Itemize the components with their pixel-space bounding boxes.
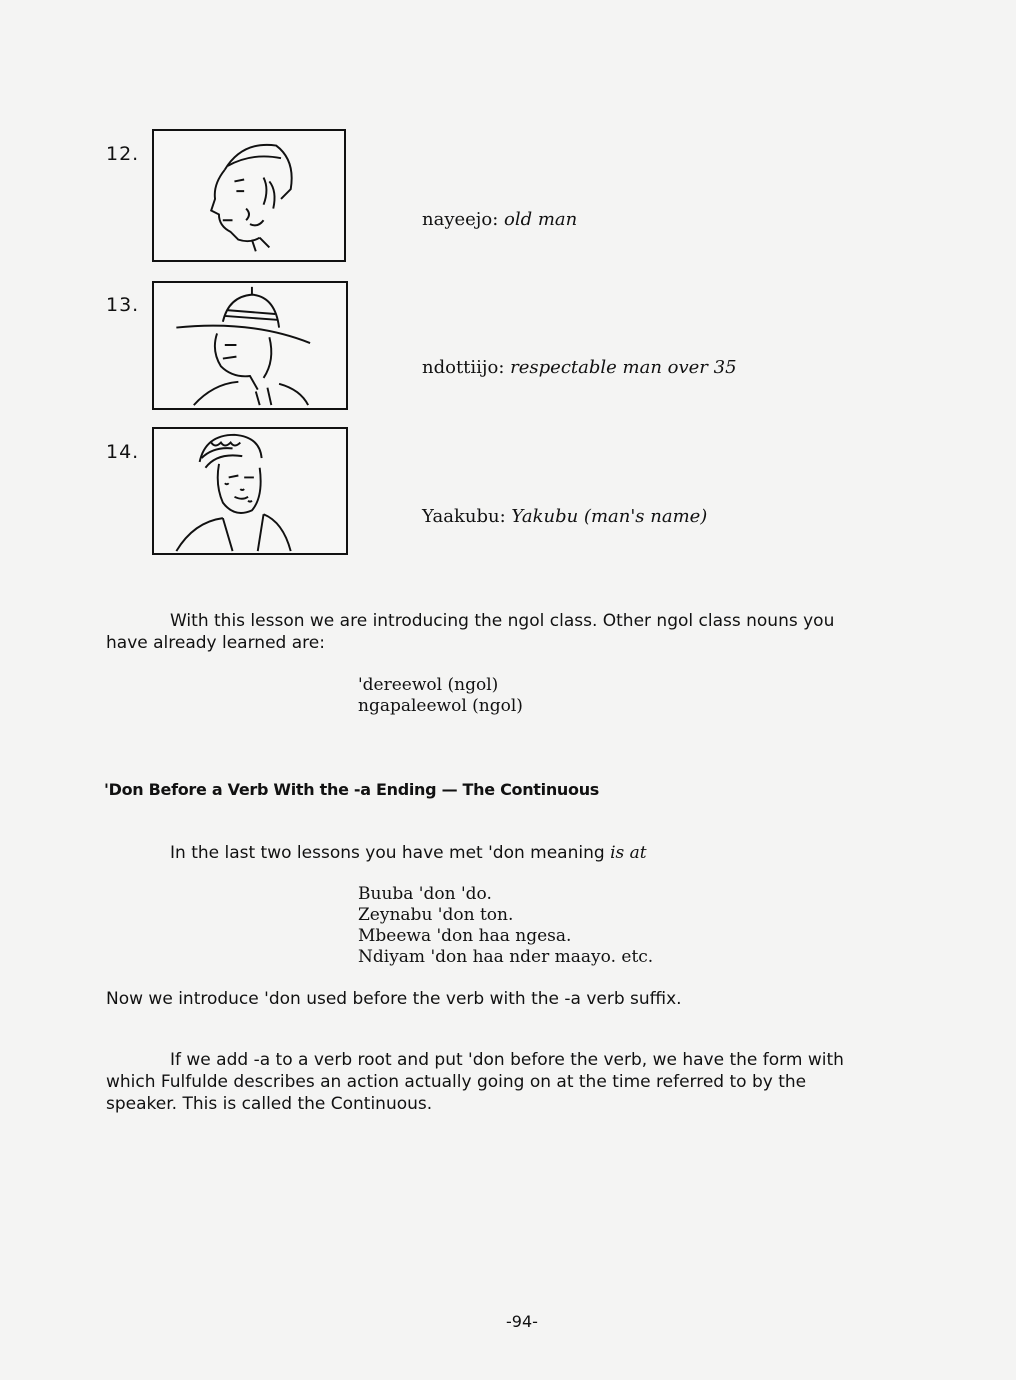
ngol-examples <box>358 675 523 717</box>
item-number-14: 14. <box>106 441 140 463</box>
lesson-paragraph-2: Now we introduce 'don used before the verb with the -a verb suffix. <box>106 989 682 1009</box>
vocab-gloss: Yakubu (man's name) <box>511 506 708 527</box>
man-with-cap-portrait-icon <box>154 429 346 553</box>
lesson-paragraph-1: In the last two lessons you have met 'don meaning is at <box>170 843 647 863</box>
lesson-paragraph-3 <box>106 1049 926 1115</box>
vocab-entry-12 <box>422 209 577 230</box>
vocab-entry-14 <box>422 506 707 527</box>
old-man-portrait-icon <box>154 131 344 260</box>
para3-line-1: If we add -a to a verb root and put 'don before the verb, we have the form with <box>170 1050 844 1070</box>
intro-paragraph <box>106 610 906 654</box>
man-with-hat-illustration <box>152 281 348 410</box>
emphasis-text: is at <box>610 843 647 863</box>
page-number: -94- <box>506 1312 538 1331</box>
section-heading: 'Don Before a Verb With the -a Ending — The Continuous <box>104 780 600 799</box>
para3-line-3: speaker. This is called the Continuous. <box>106 1094 433 1114</box>
vocab-gloss: respectable man over 35 <box>510 357 737 378</box>
item-number-12: 12. <box>106 143 140 165</box>
item-number-13: 13. <box>106 294 140 316</box>
para3-line-2: which Fulfulde describes an action actually going on at the time referred to by the <box>106 1072 807 1092</box>
vocab-gloss: old man <box>504 209 578 230</box>
example-item: ngapaleewol (ngol) <box>358 696 523 716</box>
vocab-word: Yaakubu: <box>422 506 506 527</box>
intro-line-2: have already learned are: <box>106 633 325 653</box>
sentence-item: Buuba 'don 'do. <box>358 884 492 904</box>
sentence-item: Mbeewa 'don haa ngesa. <box>358 926 572 946</box>
vocab-word: ndottiijo: <box>422 357 505 378</box>
intro-line-1: With this lesson we are introducing the ngol class. Other ngol class nouns you <box>170 611 835 631</box>
man-with-cap-illustration <box>152 427 348 555</box>
vocab-entry-13 <box>422 357 737 378</box>
example-sentences <box>358 884 653 968</box>
man-with-hat-portrait-icon <box>154 283 346 408</box>
example-item: 'dereewol (ngol) <box>358 675 499 695</box>
sentence-item: Ndiyam 'don haa nder maayo. etc. <box>358 947 654 967</box>
old-man-illustration <box>152 129 346 262</box>
sentence-item: Zeynabu 'don ton. <box>358 905 514 925</box>
vocab-word: nayeejo: <box>422 209 499 230</box>
